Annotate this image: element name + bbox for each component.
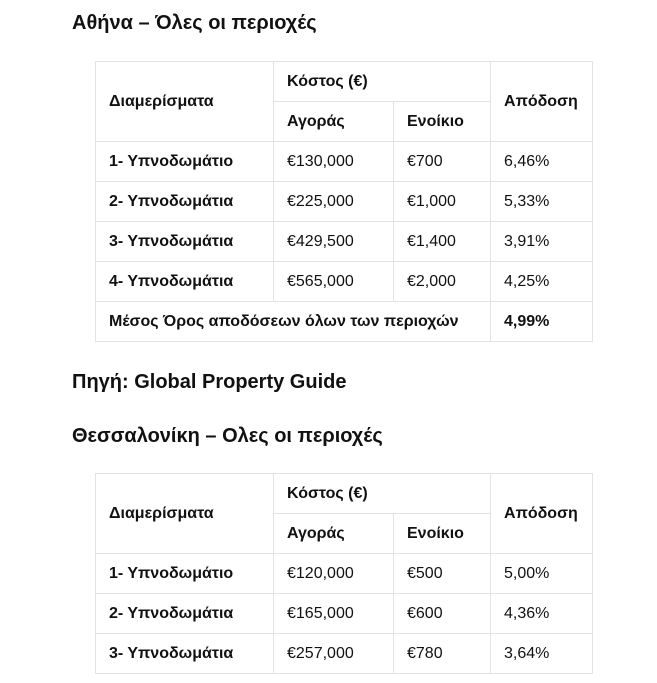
purchase-price: €130,000 [274,142,394,182]
table-header-row [96,474,593,514]
table-row [96,554,593,594]
yield-value: 4,36% [491,594,593,634]
table-row [96,262,593,302]
row-label: 1- Υπνοδωμάτιο [96,554,274,594]
yield-header: Απόδοση [491,474,593,554]
row-label: 2- Υπνοδωμάτια [96,182,274,222]
purchase-header: Αγοράς [274,514,394,554]
athens-heading: Αθήνα – Όλες οι περιοχές [72,12,317,34]
yield-header: Απόδοση [491,62,593,142]
purchase-price: €429,500 [274,222,394,262]
average-label: Μέσος Όρος αποδόσεων όλων των περιοχών [96,302,491,342]
yield-value: 6,46% [491,142,593,182]
table-header-row [96,62,593,102]
purchase-price: €120,000 [274,554,394,594]
table-row [96,182,593,222]
rent-price: €2,000 [394,262,491,302]
rent-price: €600 [394,594,491,634]
yield-value: 3,91% [491,222,593,262]
row-label: 4- Υπνοδωμάτια [96,262,274,302]
cost-header: Κόστος (€) [274,474,491,514]
yield-value: 3,64% [491,634,593,674]
thessaloniki-heading: Θεσσαλονίκη – Ολες οι περιοχές [72,425,383,447]
apartments-header: Διαμερίσματα [96,62,274,142]
row-label: 3- Υπνοδωμάτια [96,222,274,262]
source-heading: Πηγή: Global Property Guide [72,371,347,393]
yield-value: 5,33% [491,182,593,222]
table-row [96,594,593,634]
rent-header: Ενοίκιο [394,102,491,142]
cost-header: Κόστος (€) [274,62,491,102]
row-label: 3- Υπνοδωμάτια [96,634,274,674]
purchase-header: Αγοράς [274,102,394,142]
rent-price: €700 [394,142,491,182]
rent-price: €780 [394,634,491,674]
rent-price: €500 [394,554,491,594]
table-row [96,142,593,182]
table-row [96,634,593,674]
yield-value: 4,25% [491,262,593,302]
thessaloniki-yield-table [95,473,593,674]
average-value: 4,99% [491,302,593,342]
purchase-price: €257,000 [274,634,394,674]
purchase-price: €165,000 [274,594,394,634]
rent-header: Ενοίκιο [394,514,491,554]
row-label: 2- Υπνοδωμάτια [96,594,274,634]
row-label: 1- Υπνοδωμάτιο [96,142,274,182]
yield-value: 5,00% [491,554,593,594]
average-row [96,302,593,342]
purchase-price: €225,000 [274,182,394,222]
rent-price: €1,000 [394,182,491,222]
apartments-header: Διαμερίσματα [96,474,274,554]
purchase-price: €565,000 [274,262,394,302]
athens-yield-table [95,61,593,342]
rent-price: €1,400 [394,222,491,262]
table-row [96,222,593,262]
